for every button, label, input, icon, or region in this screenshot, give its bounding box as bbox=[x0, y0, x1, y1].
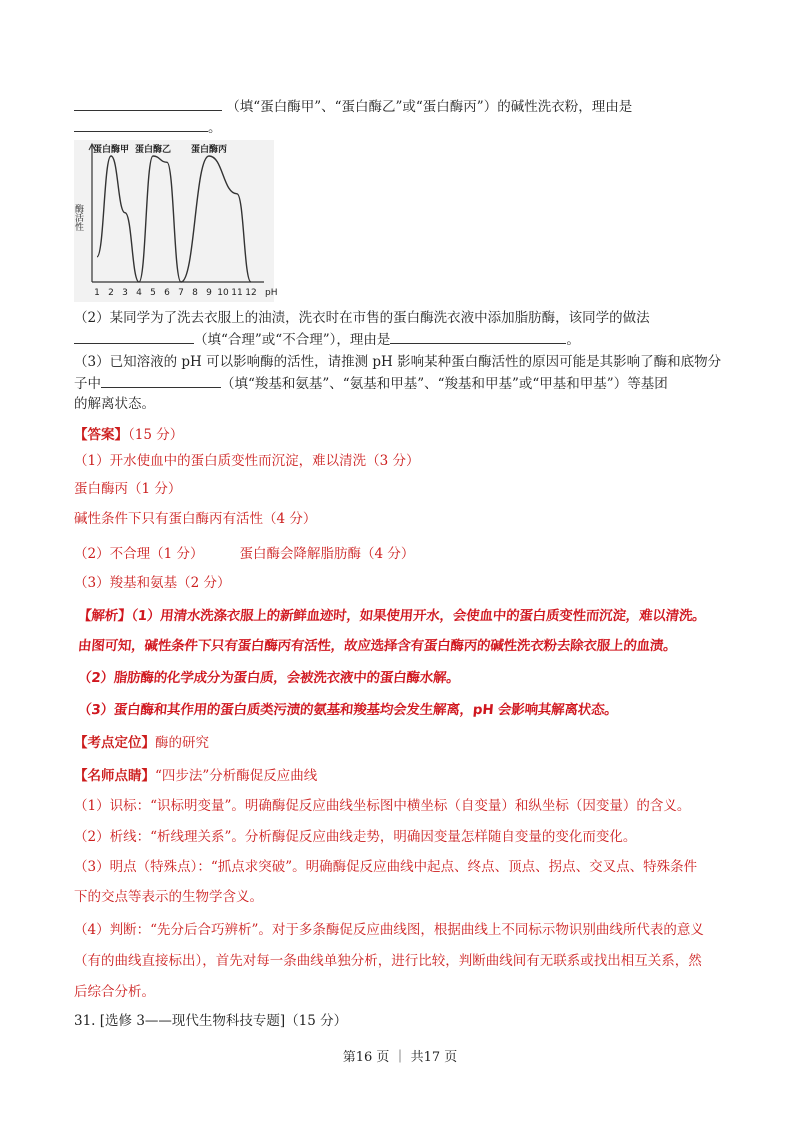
analysis-line4: （3）蛋白酶和其作用的蛋白质类污渍的氨基和羧基均会发生解离，pH 会影响其解离状态。 bbox=[77, 702, 619, 718]
q3-line3: 的解离状态。 bbox=[74, 396, 155, 412]
q3-line1: （3）已知溶液的 pH 可以影响酶的活性，请推测 pH 影响某种蛋白酶活性的原因可能是其影响了酶和底物分 bbox=[74, 354, 722, 370]
mingshi-p1: （1）识标：“识标明变量”。明确酶促反应曲线坐标图中横坐标（自变量）和纵坐标（因变量）的含义。 bbox=[74, 798, 691, 814]
q1-text: （填“蛋白酶甲”、“蛋白酶乙”或“蛋白酶丙”）的碱性洗衣粉，理由是 bbox=[226, 99, 633, 115]
x-tick-label: 6 bbox=[164, 288, 170, 298]
answer-5: （3）羧基和氨基（2 分） bbox=[74, 575, 231, 591]
x-tick-label: 3 bbox=[122, 288, 128, 298]
q1-reason-line: 。 bbox=[74, 117, 222, 138]
answer-2: 蛋白酶丙（1 分） bbox=[74, 481, 182, 497]
curve-2 bbox=[139, 156, 181, 282]
answer-blank bbox=[74, 96, 222, 111]
mingshi-heading: 【名师点睛】“四步法”分析酶促反应曲线 bbox=[74, 768, 318, 784]
x-axis-label: pH bbox=[265, 288, 278, 298]
q2-line1: （2）某同学为了洗去衣服上的油渍，洗衣时在市售的蛋白酶洗衣液中添加脂肪酶，该同学的做法 bbox=[74, 310, 650, 326]
q3-blank bbox=[101, 373, 221, 388]
x-tick-label: 7 bbox=[178, 288, 184, 298]
mingshi-p2: （2）析线：“析线理关系”。分析酶促反应曲线走势，明确因变量怎样随自变量的变化而变化。 bbox=[74, 829, 637, 845]
x-tick-label: 8 bbox=[192, 288, 198, 298]
page-footer: 第16 页 ｜ 共17 页 bbox=[342, 1050, 458, 1065]
x-tick-label: 4 bbox=[136, 288, 142, 298]
series-label: 蛋白酶丙 bbox=[190, 145, 228, 155]
reason-blank bbox=[74, 117, 208, 132]
analysis-line3: （2）脂肪酶的化学成分为蛋白质，会被洗衣液中的蛋白酶水解。 bbox=[77, 670, 461, 686]
enzyme-activity-chart bbox=[73, 140, 278, 302]
curve-3 bbox=[181, 156, 251, 282]
series-label: 蛋白酶乙 bbox=[134, 145, 172, 155]
q2-blank-2 bbox=[390, 329, 566, 344]
question-31-heading: 31. [选修 3——现代生物科技专题]（15 分） bbox=[74, 1013, 348, 1029]
q3-line2: 子中 （填“羧基和氨基”、“氨基和甲基”、“羧基和甲基”或“甲基和甲基”）等基团 bbox=[74, 373, 668, 394]
y-axis-label: 酶活性 bbox=[73, 204, 83, 231]
mingshi-p4c: 后综合分析。 bbox=[74, 984, 155, 1000]
answer-tag: 【答案】 bbox=[74, 427, 128, 443]
chart-svg bbox=[73, 140, 278, 302]
mingshi-p3a: （3）明点（特殊点）：“抓点求突破”。明确酶促反应曲线中起点、终点、顶点、拐点、交叉点、特殊条件 bbox=[74, 859, 698, 875]
mingshi-p3b: 下的交点等表示的生物学含义。 bbox=[74, 889, 263, 905]
x-tick-label: 5 bbox=[150, 288, 156, 298]
curve-1 bbox=[97, 156, 139, 282]
x-tick-label: 1 bbox=[94, 288, 100, 298]
q2-line2: （填“合理”或“不合理”），理由是 。 bbox=[74, 329, 580, 350]
answer-score: （15 分） bbox=[128, 427, 184, 443]
mingshi-p4a: （4）判断：“先分后合巧辨析”。对于多条酶促反应曲线图，根据曲线上不同标示物识别曲线所代表的意义 bbox=[74, 922, 704, 938]
q2-blank-1 bbox=[74, 329, 194, 344]
x-tick-label: 9 bbox=[206, 288, 212, 298]
mingshi-p4b: （有的曲线直接标出），首先对每一条曲线单独分析，进行比较，判断曲线间有无联系或找出相互关系，然 bbox=[74, 953, 702, 969]
x-tick-label: 2 bbox=[108, 288, 114, 298]
answer-heading bbox=[74, 425, 183, 445]
analysis-tag: 【解析】 bbox=[77, 608, 132, 624]
answer-1: （1）开水使血中的蛋白质变性而沉淀，难以清洗（3 分） bbox=[74, 453, 420, 469]
x-tick-label: 11 bbox=[231, 288, 243, 298]
answer-4: （2）不合理（1 分） 蛋白酶会降解脂肪酶（4 分） bbox=[74, 546, 415, 562]
analysis-line1: 【解析】（1）用清水洗涤衣服上的新鲜血迹时，如果使用开水，会使血中的蛋白质变性而沉淀，难以清洗。 bbox=[77, 608, 707, 624]
answer-3: 碱性条件下只有蛋白酶丙有活性（4 分） bbox=[74, 511, 317, 527]
x-tick-label: 12 bbox=[245, 288, 257, 298]
analysis-line2: 由图可知，碱性条件下只有蛋白酶丙有活性，故应选择含有蛋白酶丙的碱性洗衣粉去除衣服上的血渍。 bbox=[77, 638, 678, 654]
x-tick-label: 10 bbox=[217, 288, 229, 298]
kaodian-line: 【考点定位】酶的研究 bbox=[74, 735, 209, 751]
series-label: 蛋白酶甲 bbox=[92, 145, 130, 155]
q1-continuation-line bbox=[74, 96, 632, 117]
